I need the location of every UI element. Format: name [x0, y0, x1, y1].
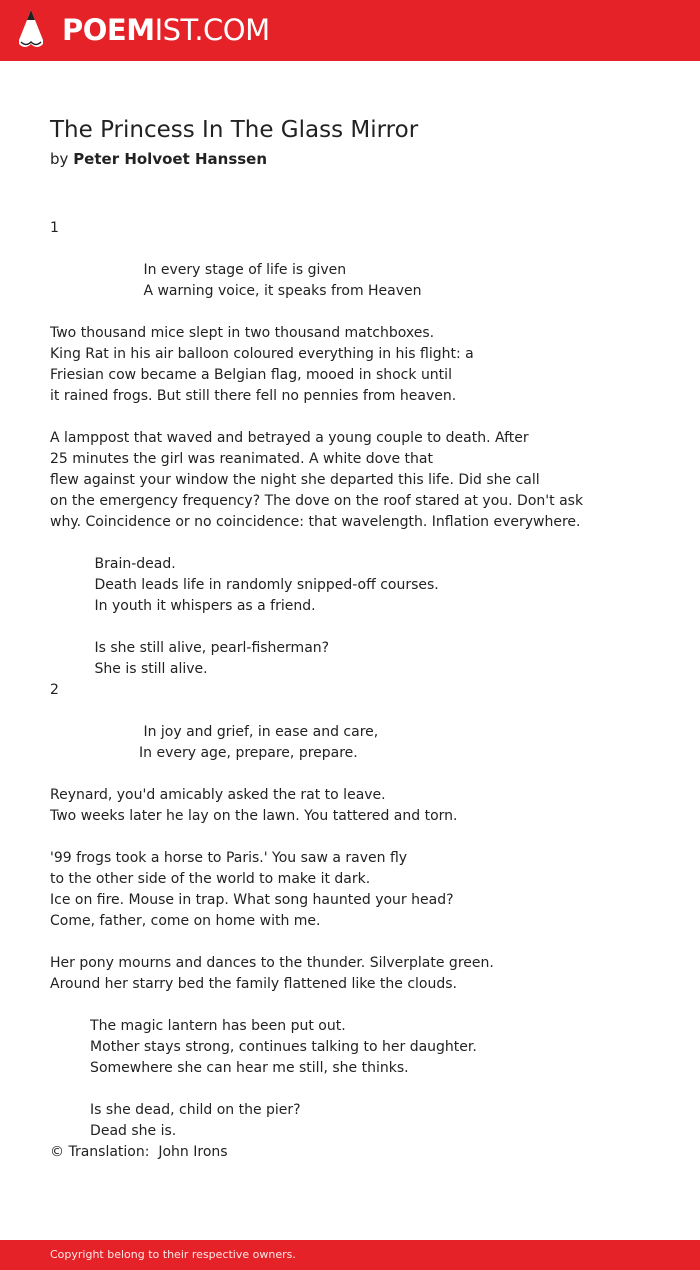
poem-line — [50, 1079, 670, 1100]
site-footer — [0, 1240, 700, 1270]
poem-line: Two thousand mice slept in two thousand matchboxes. — [50, 325, 435, 341]
poem-line — [50, 701, 670, 722]
byline — [50, 150, 267, 168]
poem-line — [50, 407, 670, 428]
poem-line: The magic lantern has been put out. — [50, 1018, 346, 1034]
poem-body — [50, 218, 670, 1163]
copyright-text: Copyright belong to their respective owners. — [50, 1248, 296, 1261]
poem-line: Dead she is. — [50, 1123, 177, 1139]
author-name: Peter Holvoet Hanssen — [73, 150, 268, 168]
poem-line: on the emergency frequency? The dove on the roof stared at you. Don't ask — [50, 493, 584, 509]
poem-line: Is she dead, child on the pier? — [50, 1102, 301, 1118]
poem-line: 1 — [50, 220, 59, 236]
poem-line — [50, 995, 670, 1016]
poem-line — [50, 239, 670, 260]
logo-bold-text: POEM — [62, 13, 155, 47]
poem-line: Her pony mourns and dances to the thunder. Silverplate green. — [50, 955, 494, 971]
poem-line: Is she still alive, pearl-fisherman? — [50, 640, 330, 656]
poem-line: In every age, prepare, prepare. — [50, 745, 358, 761]
poem-line: She is still alive. — [50, 661, 208, 677]
poem-line: why. Coincidence or no coincidence: that wavelength. Inflation everywhere. — [50, 514, 581, 530]
poem-line: Come, father, come on home with me. — [50, 913, 321, 929]
poem-line: Death leads life in randomly snipped-off courses. — [50, 577, 439, 593]
poem-line: A warning voice, it speaks from Heaven — [50, 283, 422, 299]
poem-line: '99 frogs took a horse to Paris.' You saw a raven fly — [50, 850, 408, 866]
poem-line: Brain-dead. — [50, 556, 176, 572]
poem-line: to the other side of the world to make it dark. — [50, 871, 371, 887]
pencil-logo-icon[interactable] — [18, 10, 44, 52]
poem-line: 2 — [50, 682, 59, 698]
poem-line — [50, 302, 670, 323]
poem-line: Ice on fire. Mouse in trap. What song haunted your head? — [50, 892, 454, 908]
by-label: by — [50, 150, 69, 168]
site-header — [0, 0, 700, 61]
poem-line: © Translation: John Irons — [50, 1144, 228, 1160]
poem-line: Two weeks later he lay on the lawn. You tattered and torn. — [50, 808, 458, 824]
poem-line: flew against your window the night she departed this life. Did she call — [50, 472, 540, 488]
poem-line: Reynard, you'd amicably asked the rat to leave. — [50, 787, 386, 803]
poem-line — [50, 764, 670, 785]
poem-line — [50, 617, 670, 638]
poem-title: The Princess In The Glass Mirror — [50, 117, 419, 143]
poem-line: In youth it whispers as a friend. — [50, 598, 316, 614]
poem-line — [50, 533, 670, 554]
poem-line: it rained frogs. But still there fell no pennies from heaven. — [50, 388, 457, 404]
poem-line — [50, 827, 670, 848]
poem-line: Friesian cow became a Belgian flag, mooed in shock until — [50, 367, 452, 383]
poem-line: A lamppost that waved and betrayed a young couple to death. After — [50, 430, 529, 446]
logo-light-text: IST.COM — [154, 13, 270, 47]
poem-line: Around her starry bed the family flattened like the clouds. — [50, 976, 457, 992]
poem-line: In every stage of life is given — [50, 262, 347, 278]
poem-line: In joy and grief, in ease and care, — [50, 724, 379, 740]
poem-line: 25 minutes the girl was reanimated. A white dove that — [50, 451, 433, 467]
poem-line: King Rat in his air balloon coloured everything in his flight: a — [50, 346, 474, 362]
poem-line — [50, 932, 670, 953]
site-logo[interactable] — [62, 12, 270, 48]
poem-line: Mother stays strong, continues talking to her daughter. — [50, 1039, 477, 1055]
poem-line: Somewhere she can hear me still, she thinks. — [50, 1060, 409, 1076]
